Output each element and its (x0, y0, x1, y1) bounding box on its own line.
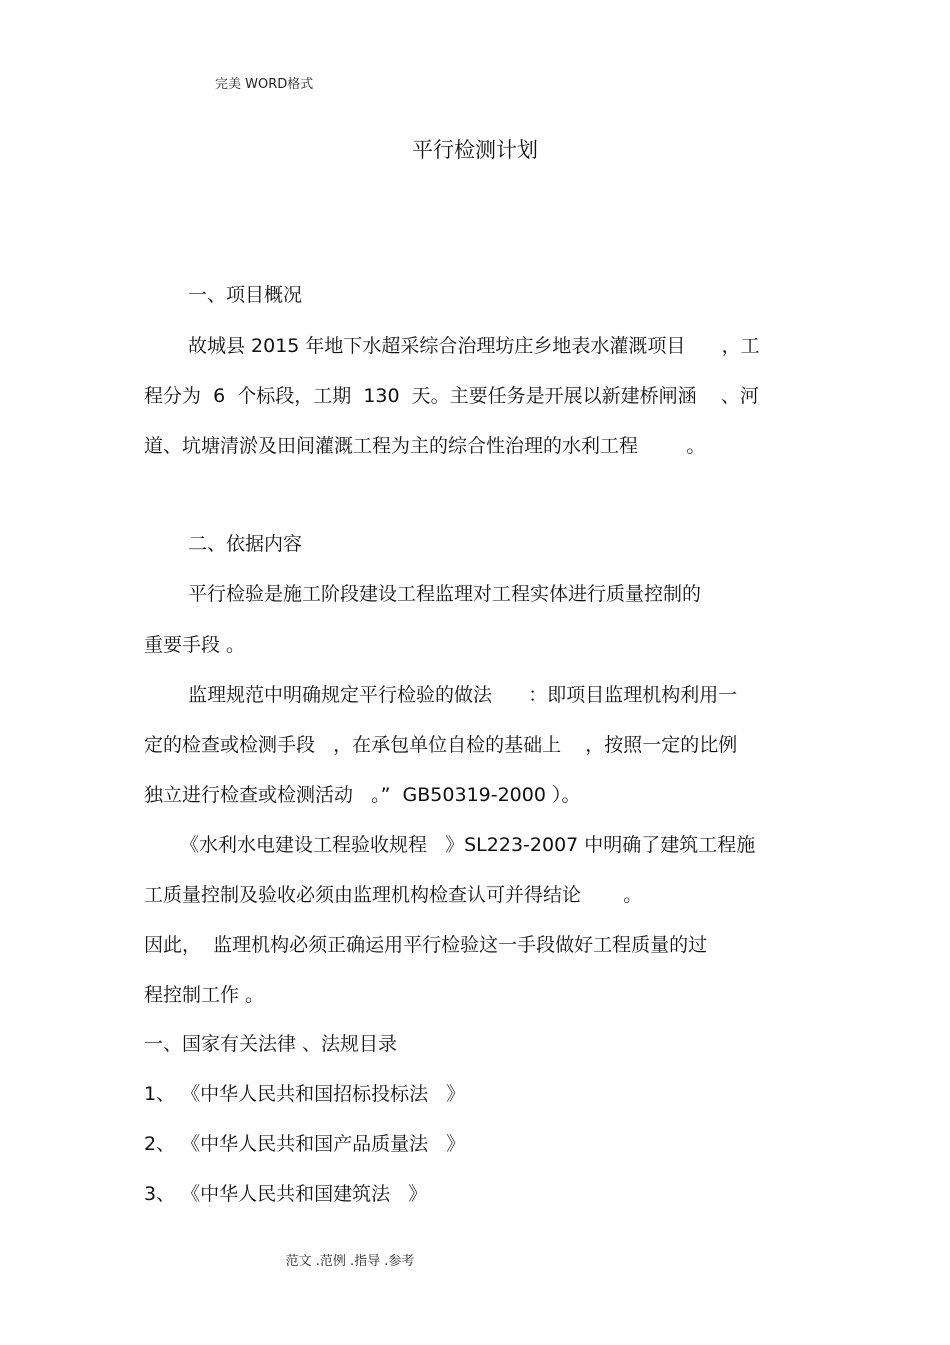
paragraph-line: 平行检验是施工阶段建设工程监理对工程实体进行质量控制的 (188, 583, 702, 605)
paragraph-line: 《水利水电建设工程验收规程 》SL223-2007 中明确了建筑工程施 (180, 834, 756, 856)
paragraph-line: 定的检查或检测手段 ，在承包单位自检的基础上 ，按照一定的比例 (144, 734, 738, 756)
paragraph-line: 程分为 6 个标段，工期 130 天。主要任务是开展以新建桥闸涵 、河 (144, 385, 759, 407)
list-item: 2、 《中华人民共和国产品质量法 》 (144, 1133, 466, 1155)
paragraph-line: 道、坑塘清淤及田间灌溉工程为主的综合性治理的水利工程 。 (144, 435, 706, 457)
paragraph-line: 程控制工作 。 (144, 984, 265, 1006)
list-item: 3、 《中华人民共和国建筑法 》 (144, 1183, 428, 1205)
section-heading: 一、项目概况 (188, 284, 303, 306)
list-item: 1、 《中华人民共和国招标投标法 》 (144, 1083, 466, 1105)
section-heading: 一、国家有关法律 、法规目录 (144, 1033, 398, 1055)
paragraph-line: 独立进行检查或检测活动 。” GB50319-2000 ）。 (144, 784, 581, 806)
paragraph-line: 因此， 监理机构必须正确运用平行检验这一手段做好工程质量的过 (144, 934, 708, 956)
page-header: 完美 WORD格式 (215, 77, 314, 92)
paragraph-line: 工质量控制及验收必须由监理机构检查认可并得结论 。 (144, 884, 643, 906)
section-heading: 二、依据内容 (188, 533, 303, 555)
page-footer: 范文 .范例 .指导 .参考 (285, 1254, 415, 1269)
paragraph-line: 重要手段 。 (144, 634, 246, 656)
document-title: 平行检测计划 (412, 138, 538, 162)
paragraph-line: 监理规范中明确规定平行检验的做法 ：即项目监理机构利用一 (188, 684, 738, 706)
paragraph-line: 故城县 2015 年地下水超采综合治理坊庄乡地表水灌溉项目 ，工 (188, 335, 760, 357)
